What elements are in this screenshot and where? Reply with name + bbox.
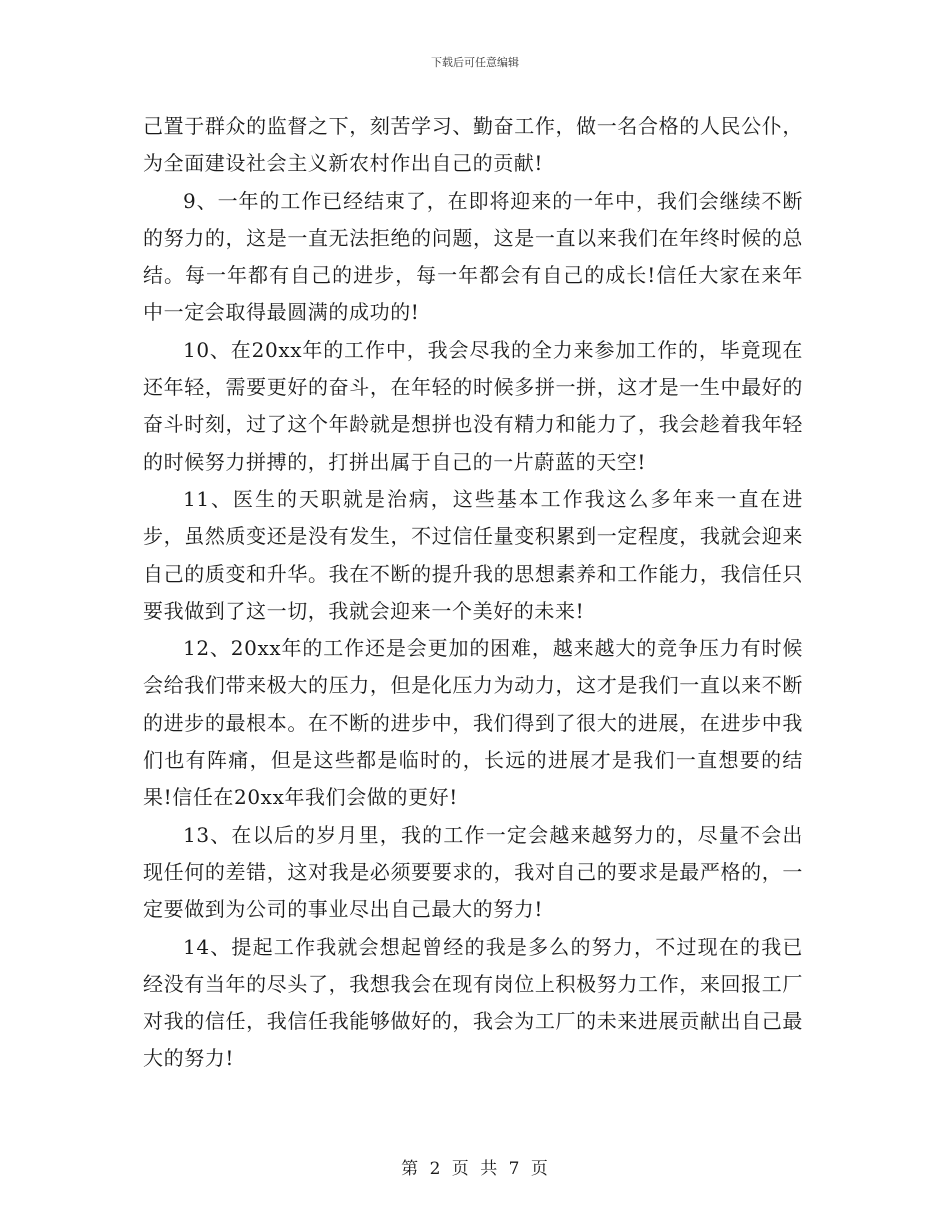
footer-total-pages: 7 [508, 1159, 521, 1179]
header-note: 下载后可任意编辑 [431, 56, 519, 69]
paragraph-item-13: 13、在以后的岁月里，我的工作一定会越来越努力的，尽量不会出现任何的差错，这对我是必须要要求的，我对自己的要求是最严格的，一定要做到为公司的事业尽出自己最大的努力! [143, 822, 803, 922]
footer-current-page: 2 [429, 1159, 442, 1179]
paragraph-item-11: 11、医生的天职就是治病，这些基本工作我这么多年来一直在进步，虽然质变还是没有发生，不过信任量变积累到一定程度，我就会迎来自己的质变和升华。我在不断的提升我的思想素养和工作能力，我信任只要我做到了这一切，我就会迎来一个美好的未来! [143, 486, 803, 623]
paragraph-item-12: 12、20xx年的工作还是会更加的困难，越来越大的竞争压力有时候会给我们带来极大的压力，但是化压力为动力，这才是我们一直以来不断的进步的最根本。在不断的进步中，我们得到了很大的进展，在进步中我们也有阵痛，但是这些都是临时的，长远的进展才是我们一直想要的结果!信任在20xx年我们会做的更好! [143, 636, 803, 810]
paragraph-item-14: 14、提起工作我就会想起曾经的我是多么的努力，不过现在的我已经没有当年的尽头了，我想我会在现有岗位上积极努力工作，来回报工厂对我的信任，我信任我能够做好的，我会为工厂的未来进展贡献出自己最大的努力! [143, 934, 803, 1071]
footer-total-word: 共 [480, 1159, 499, 1179]
paragraph-item-10: 10、在20xx年的工作中，我会尽我的全力来参加工作的，毕竟现在还年轻，需要更好的奋斗，在年轻的时候多拼一拼，这才是一生中最好的奋斗时刻，过了这个年龄就是想拼也没有精力和能力了，我会趁着我年轻的时候努力拼搏的，打拼出属于自己的一片蔚蓝的天空! [143, 337, 803, 474]
document-body [143, 108, 803, 1078]
paragraph-continuation: 己置于群众的监督之下，刻苦学习、勤奋工作，做一名合格的人民公仆，为全面建设社会主义新农村作出自己的贡献! [143, 114, 803, 176]
footer-prefix: 第 [401, 1159, 420, 1179]
footer-suffix: 页 [530, 1159, 549, 1179]
page-footer [0, 1154, 950, 1179]
paragraph-item-9: 9、一年的工作已经结束了，在即将迎来的一年中，我们会继续不断的努力的，这是一直无法拒绝的问题，这是一直以来我们在年终时候的总结。每一年都有自己的进步，每一年都会有自己的成长!信任大家在来年中一定会取得最圆满的成功的! [143, 188, 803, 325]
footer-page-word: 页 [451, 1159, 470, 1179]
